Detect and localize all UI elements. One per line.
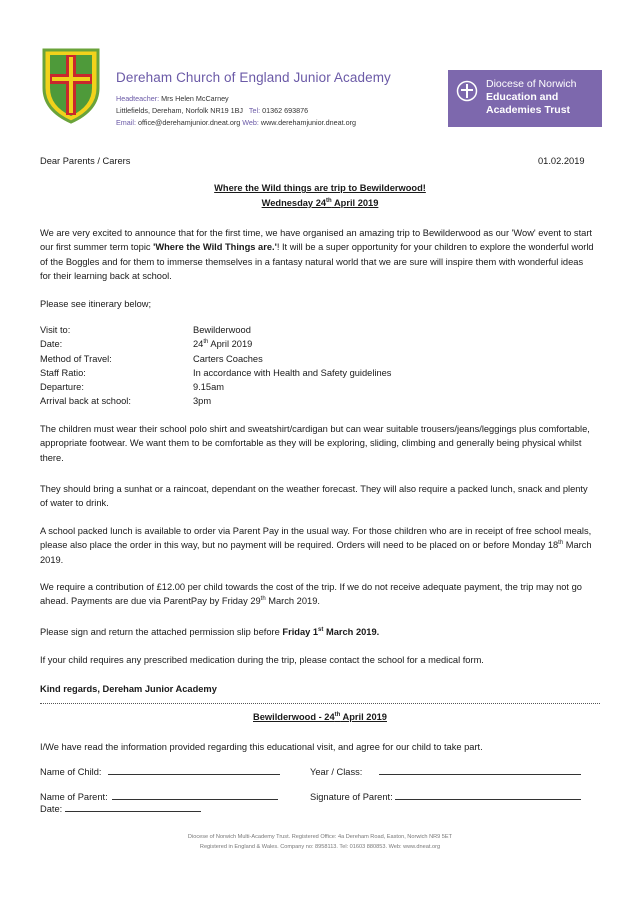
footer-line-2: Registered in England & Wales. Company no: 8958113. Tel: 01603 880853. Web: www.dneat.org bbox=[199, 844, 441, 850]
diocese-name bbox=[486, 78, 576, 117]
salutation: Dear Parents / Carers bbox=[40, 156, 131, 166]
year-class-label: Year / Class: bbox=[310, 767, 363, 777]
diocese-logo bbox=[448, 70, 602, 127]
parent-name-label: Name of Parent: bbox=[40, 792, 108, 802]
school-info bbox=[116, 70, 436, 129]
school-web: www.derehamjunior.dneat.org bbox=[260, 118, 356, 127]
date-label: Date: bbox=[40, 804, 63, 814]
school-crest-icon bbox=[42, 48, 100, 124]
signature-label: Signature of Parent: bbox=[310, 792, 393, 802]
child-name-label: Name of Child: bbox=[40, 767, 102, 777]
headteacher-label: Headteacher: bbox=[116, 94, 160, 103]
address-line bbox=[116, 105, 436, 117]
paragraph-lunch: A school packed lunch is available to order via Parent Pay in the usual way. For those children who are in receipt of free school meals, please also place the order in this way, but no payment will be required. Orders will need to be placed on or before Monday 18th March 2019. bbox=[40, 526, 592, 565]
cross-circle-icon bbox=[456, 80, 478, 102]
date-blank[interactable] bbox=[65, 802, 201, 812]
school-email: office@derehamjunior.dneat.org bbox=[137, 118, 241, 127]
itinerary-intro: Please see itinerary below; bbox=[40, 299, 152, 309]
date-field[interactable] bbox=[40, 802, 201, 816]
letter-page: Dereham Church of England Junior Academy Headteacher: Mrs Helen McCarney Littlefields, Dereham, Norfolk NR19 1BJ Tel: 01362 693876 Email: office@derehamjunior.dneat.org Web: www.derehamjunior.dneat.org Diocese of Norwich Education and Academies Trust Dear Parents / Carers 01.02.2019 Where the Wild things are trip to Bewilderwood! Wednesday 24th April 2019 We are very excited to announce that for the first time, we have organised an amazing trip to Bewilderwood as our 'Wow' event to start our first summer term topic 'Where the Wild Things are.'! It will be a super opportunity for your children to explore the wonderful world of the Boggles and for them to immerse themselves in a fantasy natural world that we are sure will inspire them with wonderful ideas for their learning back at school. Please see itinerary below; Visit to: Bewilderwood Date: 24th April 2019 Method of Travel: Carters Coaches Staff Ratio: In accordance with Health and Safety guidelines Departure: 9.15am Arrival back at school: 3pm The children must wear their school polo shirt and sweatshirt/cardigan but can wear suitable trousers/jeans/leggings plus comfortable, appropriate footwear. We want them to be comfortable as they will be exploring, sliding, climbing and generally being physical whilst there. They should bring a sunhat or a raincoat, dependant on the weather forecast. They will also require a packed lunch, snack and plenty of water to drink. A school packed lunch is available to order via Parent Pay in the usual way. For those children who are in receipt of free school meals, please also place the order in this way, but no payment will be required. Orders will need to be placed on or before Monday 18th March 2019. We require a contribution of £12.00 per child towards the cost of the trip. If we do not receive adequate payment, the trip may not go ahead. Payments are due via ParentPay by Friday 29th March 2019. Please sign and return the attached permission slip before Friday 1st March 2019. If your child requires any prescribed medication during the trip, please contact the school for a medical form. Kind regards, Dereham Junior Academy Bewilderwood - 24th April 2019 I/We have read the information provided regarding this educational visit, and agree for our child to take part. Name of Child: Year / Class: Name of Parent: Signature of Parent: Date: Diocese of Norwich Multi-Academy Trust. Registered Office: 4a Dereham Road, Easton, Norwich NR9 5ET Registered in England & Wales. Company no: 8958113. Tel: 01603 880853. Web: www.dneat.org bbox=[0, 0, 640, 906]
diocese-line-2: Education and bbox=[486, 91, 559, 103]
cut-line bbox=[40, 703, 600, 704]
paragraph-return-slip: Please sign and return the attached permission slip before Friday 1st March 2019. bbox=[40, 626, 380, 637]
diocese-line-3: Academies Trust bbox=[486, 104, 571, 116]
web-label: Web: bbox=[242, 118, 259, 127]
tel-label: Tel: bbox=[248, 106, 261, 115]
paragraph-intro: We are very excited to announce that for the first time, we have organised an amazing trip to Bewilderwood as our 'Wow' event to start our first summer term topic 'Where the Wild Things are.'! It will be a super opportunity for your children to explore the wonderful world of the Boggles and for them to immerse themselves in a fantasy natural world that we are sure will inspire them with wonderful ideas for their learning back at school. bbox=[40, 228, 594, 281]
school-name: Dereham Church of England Junior Academy bbox=[116, 70, 391, 85]
parent-name-blank[interactable] bbox=[112, 790, 278, 800]
slip-title: Bewilderwood - 24th April 2019 bbox=[253, 711, 387, 722]
email-label: Email: bbox=[116, 118, 136, 127]
school-tel: 01362 693876 bbox=[262, 106, 309, 115]
paragraph-medication: If your child requires any prescribed medication during the trip, please contact the school for a medical form. bbox=[40, 655, 484, 665]
child-name-blank[interactable] bbox=[108, 765, 280, 775]
child-name-field[interactable] bbox=[40, 765, 280, 779]
letter-subtitle: Wednesday 24th April 2019 bbox=[261, 197, 379, 208]
slip-statement: I/We have read the information provided regarding this educational visit, and agree for our child to take part. bbox=[40, 742, 483, 752]
paragraph-payment: We require a contribution of £12.00 per child towards the cost of the trip. If we do not receive adequate payment, the trip may not go ahead. Payments are due via ParentPay by Friday 29th March 2019. bbox=[40, 582, 582, 607]
school-address: Littlefields, Dereham, Norfolk NR19 1BJ bbox=[116, 106, 244, 115]
paragraph-bring: They should bring a sunhat or a raincoat, dependant on the weather forecast. They will also require a packed lunch, snack and plenty of water to drink. bbox=[40, 484, 588, 509]
letter-title: Where the Wild things are trip to Bewilderwood! bbox=[214, 183, 426, 193]
footer-line-1: Diocese of Norwich Multi-Academy Trust. Registered Office: 4a Dereham Road, Easton, Norwich NR9 5ET bbox=[187, 834, 453, 840]
sign-off: Kind regards, Dereham Junior Academy bbox=[40, 684, 217, 694]
headteacher-name: Mrs Helen McCarney bbox=[161, 94, 229, 103]
letter-date: 01.02.2019 bbox=[538, 156, 585, 166]
diocese-line-1: Diocese of Norwich bbox=[486, 78, 577, 90]
parent-signature-field[interactable] bbox=[310, 790, 581, 804]
year-class-field[interactable] bbox=[310, 765, 581, 779]
paragraph-clothing: The children must wear their school polo shirt and sweatshirt/cardigan but can wear suitable trousers/jeans/leggings plus comfortable, appropriate footwear. We want them to be comfortable as they will be exploring, sliding, climbing and generally being physical whilst there. bbox=[40, 424, 590, 463]
contact-line bbox=[116, 117, 436, 129]
year-class-blank[interactable] bbox=[379, 765, 581, 775]
headteacher-line bbox=[116, 93, 436, 105]
signature-blank[interactable] bbox=[395, 790, 581, 800]
